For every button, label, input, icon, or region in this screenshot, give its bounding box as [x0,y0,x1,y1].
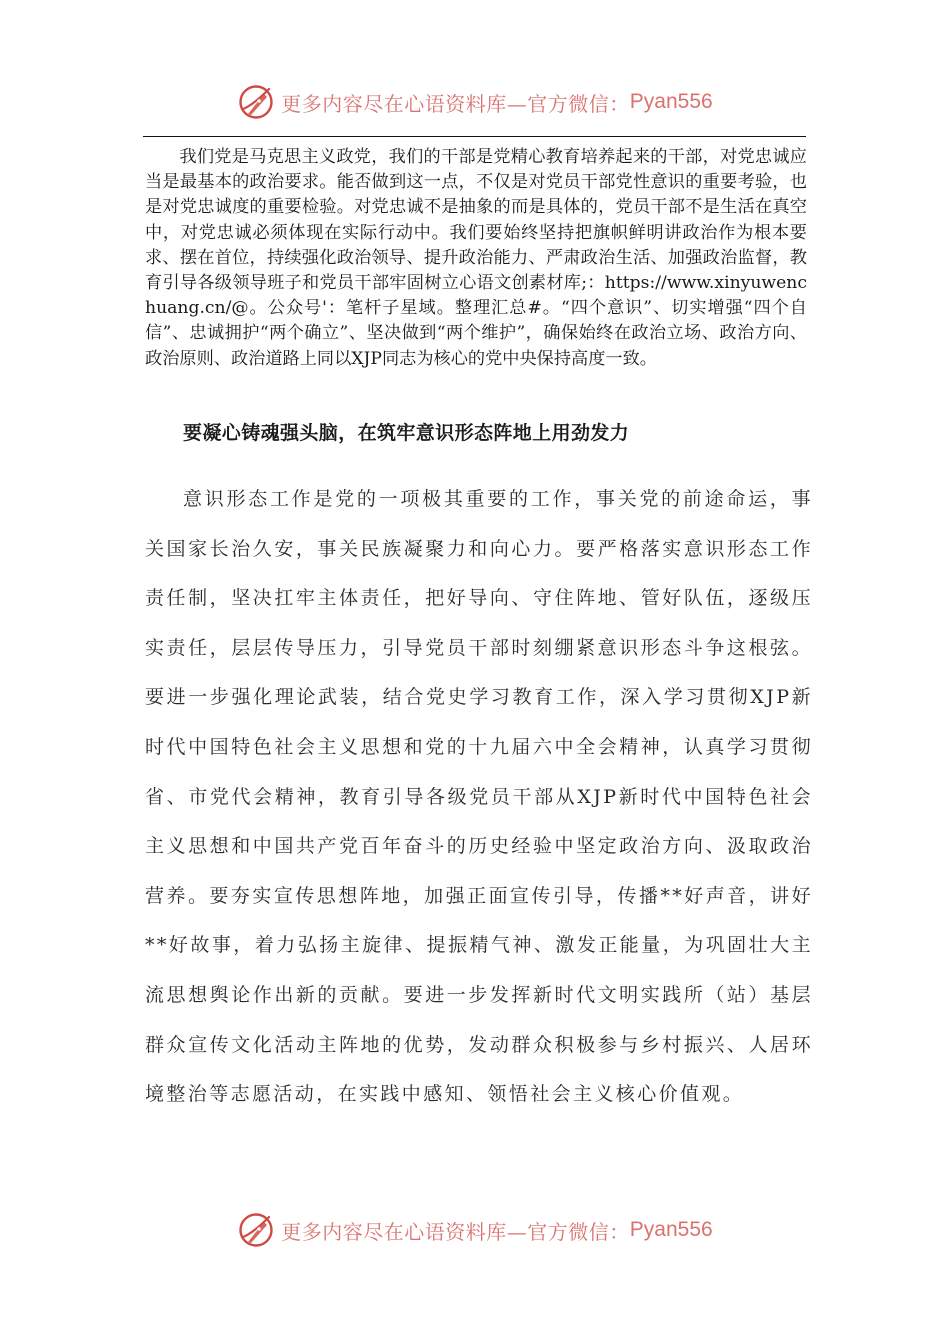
header-banner-text: 更多内容尽在心语资料库—官方微信： [281,91,630,116]
pen-nib-circle-logo-icon [237,1211,275,1249]
article-paragraph-2: 意识形态工作是党的一项极其重要的工作，事关党的前途命运，事关国家长治久安，事关民族凝聚力和向心力。要严格落实意识形态工作责任制，坚决扛牢主体责任，把好导向、守住阵地、管好队伍，逐级压实责任，层层传导压力，引导党员干部时刻绷紧意识形态斗争这根弦。要进一步强化理论武装，结合党史学习教育工作，深入学习贯彻XJP新时代中国特色社会主义思想和党的十九届六中全会精神，认真学习贯彻省、市党代会精神，教育引导各级党员干部从XJP新时代中国特色社会主义思想和中国共产党百年奋斗的历史经验中坚定政治方向、汲取政治营养。要夯实宣传思想阵地，加强正面宣传引导，传播**好声音，讲好**好故事，着力弘扬主旋律、提振精气神、激发正能量，为巩固壮大主流思想舆论作出新的贡献。要进一步发挥新时代文明实践所（站）基层群众宣传文化活动主阵地的优势，发动群众积极参与乡村振兴、人居环境整治等志愿活动，在实践中感知、领悟社会主义核心价值观。 [145,488,813,1106]
article-paragraph-1: 我们党是马克思主义政党，我们的干部是党精心教育培养起来的干部，对党忠诚应当是最基本的政治要求。能否做到这一点，不仅是对党员干部党性意识的重要考验，也是对党忠诚度的重要检验。对党忠诚不是抽象的而是具体的，党员干部不是生活在真空中，对党忠诚必须体现在实际行动中。我们要始终坚持把旗帜鲜明讲政治作为根本要求、摆在首位，持续强化政治领导、提升政治能力、严肃政治生活、加强政治监督，教育引导各级领导班子和党员干部牢固树立心语文创素材库;：https://www.xinyuwenchuang.cn/@。公众号'：笔杆子星域。整理汇总#。“四个意识”、切实增强“四个自信”、忠诚拥护“两个确立”、坚决做到“两个维护”，确保始终在政治立场、政治方向、政治原则、政治道路上同以XJP同志为核心的党中央保持高度一致。 [145,147,807,369]
section-heading: 要凝心铸魂强头脑，在筑牢意识形态阵地上用劲发力 [183,422,630,444]
header-banner [0,80,950,124]
footer-banner-text: 更多内容尽在心语资料库—官方微信： [281,1219,630,1244]
pen-nib-circle-logo-icon [237,83,275,121]
footer-banner [0,1208,950,1252]
header-divider [143,136,806,137]
header-wechat-id: Pyan556 [629,90,713,113]
footer-wechat-id: Pyan556 [629,1218,713,1241]
